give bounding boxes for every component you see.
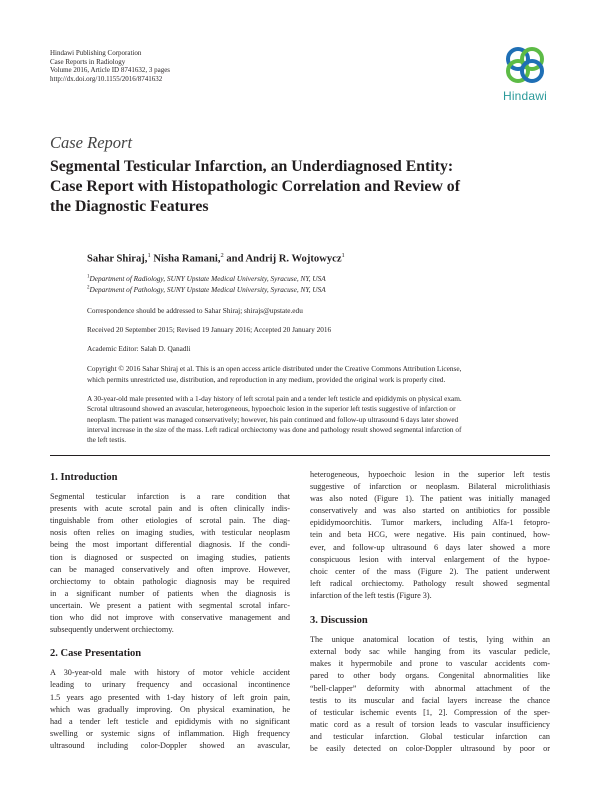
journal-doi-link[interactable]: http://dx.doi.org/10.1155/2016/8741632 xyxy=(50,74,163,83)
paragraph-line: “bell-clapper” deformity with abnormal attachment of the xyxy=(310,683,550,693)
paragraph-line: be easily detected on color-Doppler ultrasound by poor or xyxy=(310,743,550,753)
paragraph-line: in a significant number of patients when the diagnosis is xyxy=(50,588,290,598)
author-name: Nisha Ramani, xyxy=(153,253,221,265)
affiliation-text: Department of Pathology, SUNY Upstate Medical University, Syracuse, NY, USA xyxy=(89,285,326,294)
article-title xyxy=(50,157,550,217)
section-heading-introduction: 1. Introduction xyxy=(50,472,118,483)
paragraph-line: A 30-year-old male with history of motor vehicle accident xyxy=(50,668,290,678)
left-column xyxy=(50,472,290,752)
hindawi-logo xyxy=(494,43,556,105)
academic-editor: Academic Editor: Salah D. Qanadli xyxy=(87,344,191,353)
affiliation-number: 1 xyxy=(87,274,90,280)
paragraph-line: 1.5 years ago presented with 1-day history of left groin pain, xyxy=(50,692,290,702)
abstract-line: neoplasm. The patient was managed conservatively; however, his pain continued and follow-up ultrasound 6 days later showed xyxy=(87,414,459,424)
paragraph-line: was also noted (Figure 1). The patient was initially managed xyxy=(310,494,550,504)
affiliation-text: Department of Radiology, SUNY Upstate Medical University, Syracuse, NY, USA xyxy=(89,274,326,283)
copyright-line: which permits unrestricted use, distribution, and reproduction in any medium, provided the original work is properly cited. xyxy=(87,375,446,384)
paragraph-line: can be managed conservatively and often improve. However, xyxy=(50,564,290,574)
paragraph-line: Segmental testicular infarction is a rare condition that xyxy=(50,492,290,502)
hindawi-rings-icon xyxy=(494,43,556,87)
hindawi-logo-text: Hindawi xyxy=(502,89,548,103)
case-presentation-body xyxy=(50,667,290,752)
abstract-line: Scrotal ultrasound showed an avascular, heterogeneous, hypoechoic lesion in the superior left testis suggestive of infarction or xyxy=(87,404,456,414)
case-presentation-continued xyxy=(310,469,550,602)
abstract-line: interval increase in the size of the mass. Left radical orchiectomy was done and pathology result showed segmental infarction of xyxy=(87,424,462,434)
paragraph-line: orchiectomy to obtain pathologic diagnosis may be required xyxy=(50,576,290,586)
author-affiliation-mark: 1 xyxy=(341,252,345,259)
paragraph-line: tinguishable from other etiologies of scrotal pain. The diag- xyxy=(50,516,290,526)
correspondence: Correspondence should be addressed to Sahar Shiraj; shirajs@upstate.edu xyxy=(87,306,303,315)
paragraph-line: epididymoorchitis. Tumor markers, including Alfa-1 fetopro- xyxy=(310,518,550,528)
paragraph-line: being the most important differential diagnosis. If the condi- xyxy=(50,540,290,550)
paragraph-line: conservatively and was also started on antibiotics for possible xyxy=(310,506,550,516)
paragraph-line: had a tender left testicle and epididymis with no significant xyxy=(50,716,290,726)
title-line: Segmental Testicular Infarction, an Underdiagnosed Entity: xyxy=(50,158,454,175)
paragraph-line: conspicuous lesion with interval enlargement of the hypoe- xyxy=(310,554,550,564)
paragraph-line: heterogeneous, hypoechoic lesion in the superior left testis xyxy=(310,470,550,479)
discussion-body xyxy=(310,634,550,755)
copyright-notice xyxy=(87,363,557,385)
introduction-body xyxy=(50,491,290,636)
paragraph-line: swelling or systemic signs of inflammation. High frequency xyxy=(50,728,290,738)
paragraph-line: nosis often relies on imaging studies, with testicular neoplasm xyxy=(50,528,290,538)
author-affiliation-mark: 2 xyxy=(220,252,224,259)
paragraph-line: tion is diagnosed or suspected on imaging studies, patients xyxy=(50,552,290,562)
title-line: Case Report with Histopathologic Correlation and Review of xyxy=(50,178,460,195)
abstract xyxy=(87,394,553,445)
article-dates: Received 20 September 2015; Revised 19 January 2016; Accepted 20 January 2016 xyxy=(87,325,332,334)
affiliation xyxy=(87,274,557,283)
paragraph-line: choic center of the mass (Figure 2). The patient underwent xyxy=(310,566,550,576)
author-name: and Andrij R. Wojtowycz xyxy=(226,253,342,265)
section-heading-case-presentation: 2. Case Presentation xyxy=(50,648,142,660)
section-divider xyxy=(50,455,550,456)
paragraph-line: suggestive of infarction or neoplasm. Bilateral microlithiasis xyxy=(310,482,550,492)
paragraph-line: external body sac while hanging from its vascular pedicle, xyxy=(310,647,550,657)
title-line: the Diagnostic Features xyxy=(50,198,209,215)
paragraph-line: makes it hypermobile and prone to vascular accidents com- xyxy=(310,659,550,669)
copyright-line: Copyright © 2016 Sahar Shiraj et al. This is an open access article distributed under the Creative Commons Attribution License, xyxy=(87,364,462,373)
author-affiliation-mark: 1 xyxy=(147,252,151,259)
paragraph-line: left radical orchiectomy. Pathology result showed segmental xyxy=(310,578,550,588)
journal-name: Case Reports in Radiology xyxy=(50,57,126,66)
paragraph-line: ever, and follow-up ultrasound 6 days later showed a more xyxy=(310,542,550,552)
paragraph-line: tion who did not improve with conservative management and xyxy=(50,613,290,623)
paragraph-line: and testicular infarction. Global testicular infarction can xyxy=(310,731,550,741)
paragraph-line: tein and beta HCG, were negative. His pain continued, how- xyxy=(310,530,550,540)
article-type: Case Report xyxy=(50,133,133,152)
paragraph-line: subsequently underwent orchiectomy. xyxy=(50,625,174,635)
paragraph-line: The unique anatomical location of testis, lying within an xyxy=(310,635,550,645)
journal-info xyxy=(50,49,370,83)
publisher-name: Hindawi Publishing Corporation xyxy=(50,49,142,57)
paragraph-line: leading to urinary frequency and occasional incontinence xyxy=(50,680,290,690)
paragraph-line: testis to its muscular and facial layers increase the chance xyxy=(310,695,550,705)
right-column xyxy=(310,469,550,755)
paragraph-line: infarction of the left testis (Figure 3). xyxy=(310,590,432,600)
paragraph-line: of testicular ischemic events [1, 2]. Compression of the sper- xyxy=(310,707,550,717)
author-name: Sahar Shiraj, xyxy=(87,253,148,265)
paragraph-line: which was gradually improving. On physical examination, he xyxy=(50,704,290,714)
affiliation xyxy=(87,285,557,294)
abstract-line: A 30-year-old male presented with a 1-day history of left scrotal pain and a tender left testicle and epididymis on physical exam. xyxy=(87,394,462,403)
abstract-line: the left testis. xyxy=(87,435,127,445)
author-list xyxy=(87,252,345,265)
section-heading-discussion: 3. Discussion xyxy=(310,615,368,627)
paragraph-line: ultrasound including color-Doppler showed an avascular, xyxy=(50,740,290,750)
paragraph-line: uncertain. We present a patient with segmental scrotal infarc- xyxy=(50,600,290,610)
journal-volume: Volume 2016, Article ID 8741632, 3 pages xyxy=(50,66,171,75)
paragraph-line: matic cord as a result of torsion leads to vascular insufficiency xyxy=(310,719,550,729)
affiliation-number: 2 xyxy=(87,285,90,291)
paragraph-line: pared to other body organs. Congenital abnormalities like xyxy=(310,671,550,681)
paragraph-line: presents with acute scrotal pain and is often clinically indis- xyxy=(50,504,290,514)
